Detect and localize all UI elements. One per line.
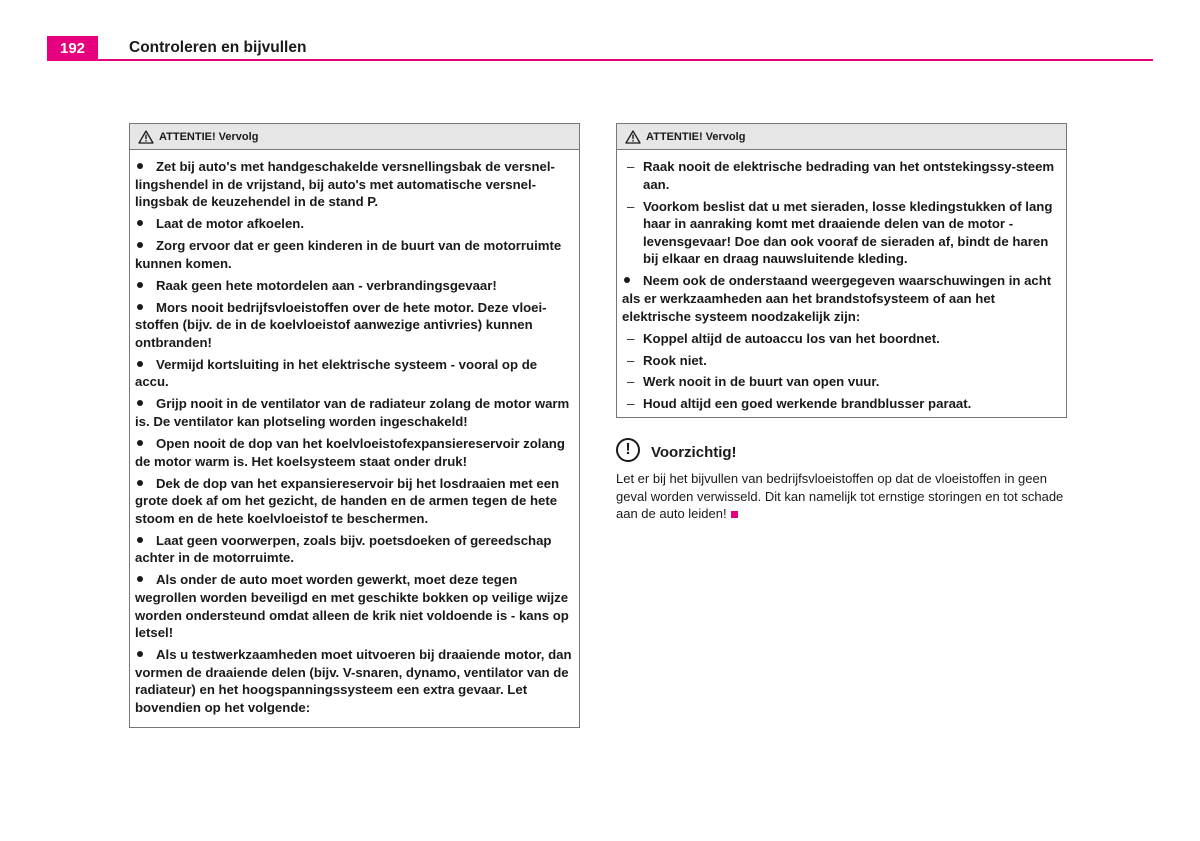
- list-item: Dek de dop van het expansiereservoir bij het losdraaien met een grote doek af om het gezicht, de handen en de armen tegen de hete stoom en de hete koelvloeistof te beschermen.: [135, 475, 560, 526]
- list-sub-item: – Voorkom beslist dat u met sieraden, losse kledingstukken of lang haar in aanraking komt met draaiende delen van de motor - levensgevaar! Doe dan ook vooraf de sieraden af, bindt de haren bij elkaar en draag nauwsluitende kleding.: [627, 198, 1053, 267]
- list-sub-item: – Rook niet.: [627, 352, 707, 368]
- caution-text: Let er bij het bijvullen van bedrijfsvloeistoffen op dat de vloeistoffen in geen geval worden verwisseld. Dit kan namelijk tot ernstige storingen en tot schade aan de auto leiden!: [616, 471, 1064, 522]
- warning-triangle-icon: [138, 130, 154, 144]
- caution-header: [616, 437, 1067, 463]
- list-item: Als u testwerkzaamheden moet uitvoeren bij draaiende motor, dan vormen de draaiende delen (bijv. V-snaren, dynamo, ventilator van de radiateur) en het hoogspanningssysteem een extra gevaar. Let bovendien op het volgende:: [135, 647, 572, 715]
- list-sub-item: – Werk nooit in de buurt van open vuur.: [627, 374, 880, 390]
- list-item: Open nooit de dop van het koelvloeistofexpansiereservoir zolang de motor warm is. Het koelsysteem staat onder druk!: [135, 436, 565, 469]
- list-sub-item: – Houd altijd een goed werkende brandblusser paraat.: [627, 396, 972, 412]
- list-sub-item: – Raak nooit de elektrische bedrading van het ontstekingssy-steem aan.: [627, 159, 1055, 192]
- list-item: Mors nooit bedrijfsvloeistoffen over de hete motor. Deze vloei-stoffen (bijv. de in de koelvloeistof aanwezige antivries) kunnen ontbranden!: [135, 299, 547, 350]
- list-item: Als onder de auto moet worden gewerkt, moet deze tegen wegrollen worden beveiligd en met geschikte bokken op veilige wijze worden ondersteund omdat alleen de krik niet voldoende is - kans op letsel!: [135, 572, 569, 641]
- warning-box-body: [130, 150, 579, 717]
- header-divider: [47, 59, 1153, 61]
- list-item: Zet bij auto's met handgeschakelde versnellingsbak de versnel-lingshendel in de vrijstand, bij auto's met automatische versnel-lingsbak de keuzehendel in de stand P.: [135, 159, 555, 210]
- list-item: Grijp nooit in de ventilator van de radiateur zolang de motor warm is. De ventilator kan plotseling worden ingeschakeld!: [135, 396, 570, 430]
- list-item: Laat de motor afkoelen.: [135, 215, 574, 233]
- warning-box-header: [130, 124, 579, 150]
- list-item: Zorg ervoor dat er geen kinderen in de buurt van de motorruimte kunnen komen.: [135, 238, 562, 271]
- warning-box-header: [617, 124, 1066, 150]
- caution-note: [616, 437, 1067, 523]
- warning-box-right: [616, 123, 1067, 418]
- end-marker-icon: [731, 511, 738, 518]
- warning-box-body: [617, 150, 1066, 413]
- list-sub-item: – Koppel altijd de autoaccu los van het boordnet.: [627, 330, 940, 346]
- exclamation-circle-icon: !: [616, 438, 640, 462]
- warning-box-left: [129, 123, 580, 728]
- page-title: Controleren en bijvullen: [129, 39, 307, 56]
- list-item: Vermijd kortsluiting in het elektrische systeem - vooral op de accu.: [135, 356, 538, 390]
- list-item: Laat geen voorwerpen, zoals bijv. poetsdoeken of gereedschap achter in de motorruimte.: [135, 532, 552, 566]
- warning-triangle-icon: [625, 130, 641, 144]
- list-item: Neem ook de onderstaand weergegeven waarschuwingen in acht als er werkzaamheden aan het brandstofsysteem of aan het elektrische systeem noodzakelijk zijn:: [622, 273, 1052, 324]
- warning-box-heading: ATTENTIE! Vervolg: [159, 130, 259, 143]
- list-item: Raak geen hete motordelen aan - verbrandingsgevaar!: [135, 277, 574, 295]
- warning-box-heading: ATTENTIE! Vervolg: [646, 130, 746, 143]
- page-number: 192: [47, 36, 98, 60]
- caution-title: Voorzichtig!: [651, 443, 737, 461]
